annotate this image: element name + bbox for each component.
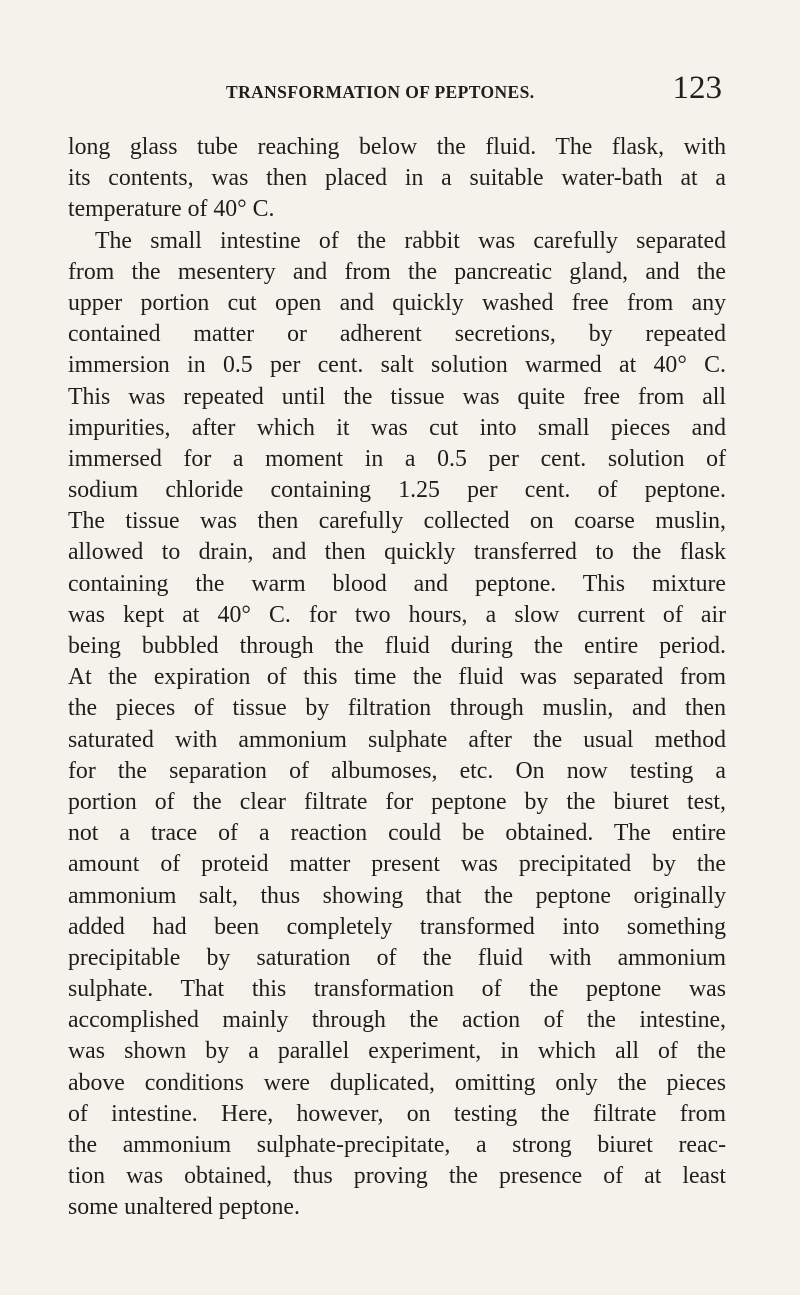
text-line: upper portion cut open and quickly washed free from any: [68, 289, 726, 316]
text-line: immersion in 0.5 per cent. salt solution warmed at 40° C.: [68, 352, 726, 379]
text-line: impurities, after which it was cut into small pieces and: [68, 414, 726, 441]
text-line: precipitable by saturation of the fluid with ammonium: [68, 944, 726, 971]
text-line: some unaltered peptone.: [68, 1194, 300, 1221]
running-header: [226, 70, 722, 106]
text-line: sodium chloride containing 1.25 per cent. of peptone.: [68, 477, 726, 504]
text-line: This was repeated until the tissue was quite free from all: [68, 383, 726, 410]
text-line: At the expiration of this time the fluid was separated from: [68, 664, 726, 691]
text-line: ammonium salt, thus showing that the peptone originally: [68, 882, 726, 909]
text-line: added had been completely transformed into something: [68, 913, 726, 940]
text-line: was kept at 40° C. for two hours, a slow current of air: [68, 601, 726, 628]
text-line: The tissue was then carefully collected on coarse muslin,: [68, 508, 726, 535]
text-line: the ammonium sulphate-precipitate, a strong biuret reac-: [68, 1132, 726, 1158]
text-line: sulphate. That this transformation of the peptone was: [68, 976, 726, 1003]
text-line: accomplished mainly through the action of the intestine,: [68, 1007, 726, 1034]
text-line: containing the warm blood and peptone. This mixture: [68, 570, 726, 597]
body-text: [68, 132, 726, 1224]
text-line: amount of proteid matter present was precipitated by the: [68, 851, 726, 878]
paragraph-first-line: The small intestine of the rabbit was carefully separated: [95, 227, 726, 254]
text-line: contained matter or adherent secretions, by repeated: [68, 321, 726, 348]
text-line: long glass tube reaching below the fluid. The flask, with: [68, 134, 726, 160]
text-line: portion of the clear filtrate for peptone by the biuret test,: [68, 788, 726, 815]
text-line: tion was obtained, thus proving the presence of at least: [68, 1163, 726, 1190]
text-line: temperature of 40° C.: [68, 196, 275, 223]
text-line: allowed to drain, and then quickly transferred to the flask: [68, 539, 726, 566]
text-line: was shown by a parallel experiment, in which all of the: [68, 1038, 726, 1065]
running-title: TRANSFORMATION OF PEPTONES.: [226, 82, 535, 102]
text-line: from the mesentery and from the pancreatic gland, and the: [68, 258, 726, 285]
text-line: its contents, was then placed in a suitable water-bath at a: [68, 165, 726, 192]
text-line: not a trace of a reaction could be obtained. The entire: [68, 820, 726, 847]
text-line: above conditions were duplicated, omitting only the pieces: [68, 1069, 726, 1096]
text-line: immersed for a moment in a 0.5 per cent. solution of: [68, 445, 726, 472]
page-number: 123: [672, 70, 722, 106]
text-line: the pieces of tissue by filtration through muslin, and then: [68, 695, 726, 722]
text-line: saturated with ammonium sulphate after the usual method: [68, 726, 726, 753]
text-line: of intestine. Here, however, on testing the filtrate from: [68, 1100, 726, 1127]
text-line: for the separation of albumoses, etc. On now testing a: [68, 757, 726, 784]
text-line: being bubbled through the fluid during the entire period.: [68, 633, 726, 659]
